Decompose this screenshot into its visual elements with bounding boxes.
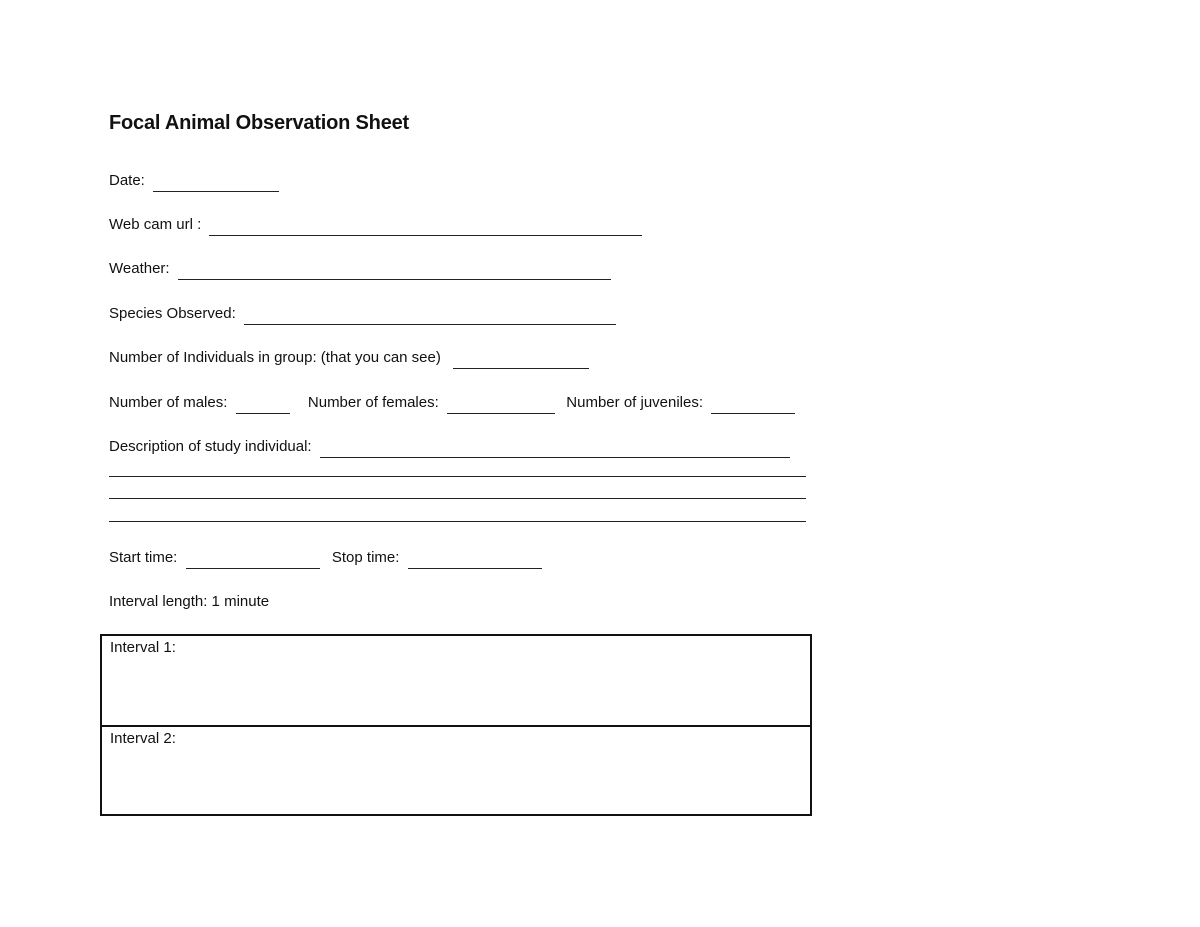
start-time-label: Start time: — [109, 549, 178, 566]
interval-table — [100, 634, 812, 816]
juveniles-label: Number of juveniles: — [566, 394, 704, 411]
description-line-1[interactable] — [109, 476, 806, 477]
interval-length-label: Interval length: 1 minute — [109, 593, 270, 610]
start-time-blank[interactable] — [186, 550, 320, 569]
juveniles-blank[interactable] — [711, 395, 795, 414]
interval-row-2[interactable] — [102, 725, 810, 814]
species-blank[interactable] — [244, 306, 616, 325]
date-blank[interactable] — [153, 173, 279, 192]
interval-2-label: Interval 2: — [110, 730, 176, 747]
description-line-3[interactable] — [109, 521, 806, 522]
stop-time-label: Stop time: — [331, 549, 400, 566]
description-blank[interactable] — [320, 439, 790, 458]
sheet-title: Focal Animal Observation Sheet — [109, 112, 410, 134]
time-row — [109, 547, 542, 569]
weather-label: Weather: — [109, 260, 170, 277]
individuals-blank[interactable] — [453, 350, 589, 369]
description-line-2[interactable] — [109, 498, 806, 499]
webcam-label: Web cam url : — [109, 216, 202, 233]
stop-time-blank[interactable] — [408, 550, 542, 569]
date-label: Date: — [109, 172, 145, 189]
webcam-url-blank[interactable] — [209, 217, 642, 236]
description-row — [109, 436, 790, 458]
individuals-row — [109, 347, 589, 369]
interval-row-1[interactable] — [102, 636, 810, 725]
females-blank[interactable] — [447, 395, 555, 414]
weather-blank[interactable] — [178, 261, 611, 280]
weather-row — [109, 258, 611, 280]
males-label: Number of males: — [109, 394, 228, 411]
individuals-label: Number of Individuals in group: (that you can see) — [109, 349, 441, 366]
description-label: Description of study individual: — [109, 438, 312, 455]
males-blank[interactable] — [236, 395, 290, 414]
species-label: Species Observed: — [109, 305, 236, 322]
females-label: Number of females: — [307, 394, 439, 411]
species-row — [109, 303, 616, 325]
interval-1-label: Interval 1: — [110, 639, 176, 656]
interval-length-row — [109, 591, 269, 613]
counts-row — [109, 392, 795, 414]
webcam-row — [109, 214, 642, 236]
date-row — [109, 170, 279, 192]
